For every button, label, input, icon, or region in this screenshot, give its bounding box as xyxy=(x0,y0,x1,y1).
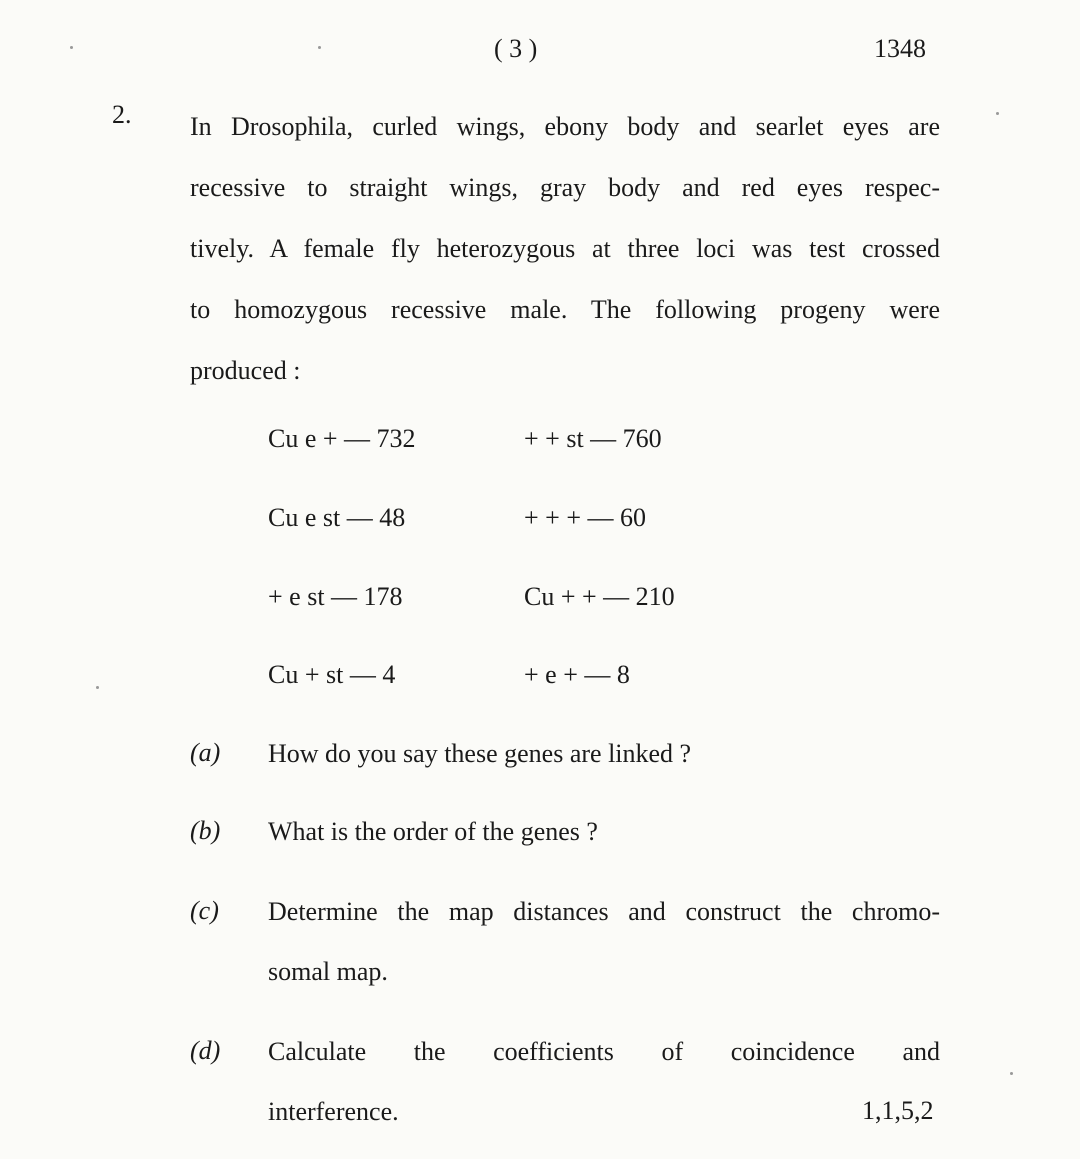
progeny-entry: + + + — 60 xyxy=(524,503,646,532)
part-line: How do you say these genes are linked ? xyxy=(268,739,692,768)
progeny-entry: Cu + st — 4 xyxy=(268,660,396,689)
progeny-entry: + e + — 8 xyxy=(524,660,630,689)
question-line: recessive to straight wings, gray body and red eyes respec- xyxy=(190,173,940,202)
marks-allocation: 1,1,5,2 xyxy=(862,1096,934,1125)
question-line: produced : xyxy=(190,356,301,385)
part-label: (d) xyxy=(190,1036,221,1065)
scan-speck xyxy=(96,686,99,689)
scan-speck xyxy=(70,46,73,49)
question-line: tively. A female fly heterozygous at three loci was test crossed xyxy=(190,234,940,263)
progeny-entry: Cu + + — 210 xyxy=(524,582,675,611)
progeny-entry: Cu e + — 732 xyxy=(268,424,416,453)
part-line: Determine the map distances and construct the chromo- xyxy=(268,897,940,926)
paper-code: 1348 xyxy=(874,34,926,63)
question-number: 2. xyxy=(112,100,132,129)
question-text xyxy=(190,96,940,401)
progeny-entry: + e st — 178 xyxy=(268,582,403,611)
progeny-entry: + + st — 760 xyxy=(524,424,662,453)
part-line: What is the order of the genes ? xyxy=(268,817,598,846)
part-line: interference. xyxy=(268,1097,399,1126)
question-line: to homozygous recessive male. The following progeny were xyxy=(190,295,940,324)
page-number: ( 3 ) xyxy=(494,34,538,63)
part-text xyxy=(268,882,940,1002)
part-label: (c) xyxy=(190,896,219,925)
scan-speck xyxy=(996,112,999,115)
progeny-entry: Cu e st — 48 xyxy=(268,503,406,532)
part-text xyxy=(268,724,940,784)
question-line: In Drosophila, curled wings, ebony body and searlet eyes are xyxy=(190,112,940,141)
part-line: somal map. xyxy=(268,957,388,986)
part-label: (b) xyxy=(190,816,221,845)
part-line: Calculate the coefficients of coincidence and xyxy=(268,1037,940,1066)
scan-speck xyxy=(318,46,321,49)
part-text xyxy=(268,1022,940,1142)
part-text xyxy=(268,802,940,862)
part-label: (a) xyxy=(190,738,221,767)
scan-speck xyxy=(1010,1072,1013,1075)
